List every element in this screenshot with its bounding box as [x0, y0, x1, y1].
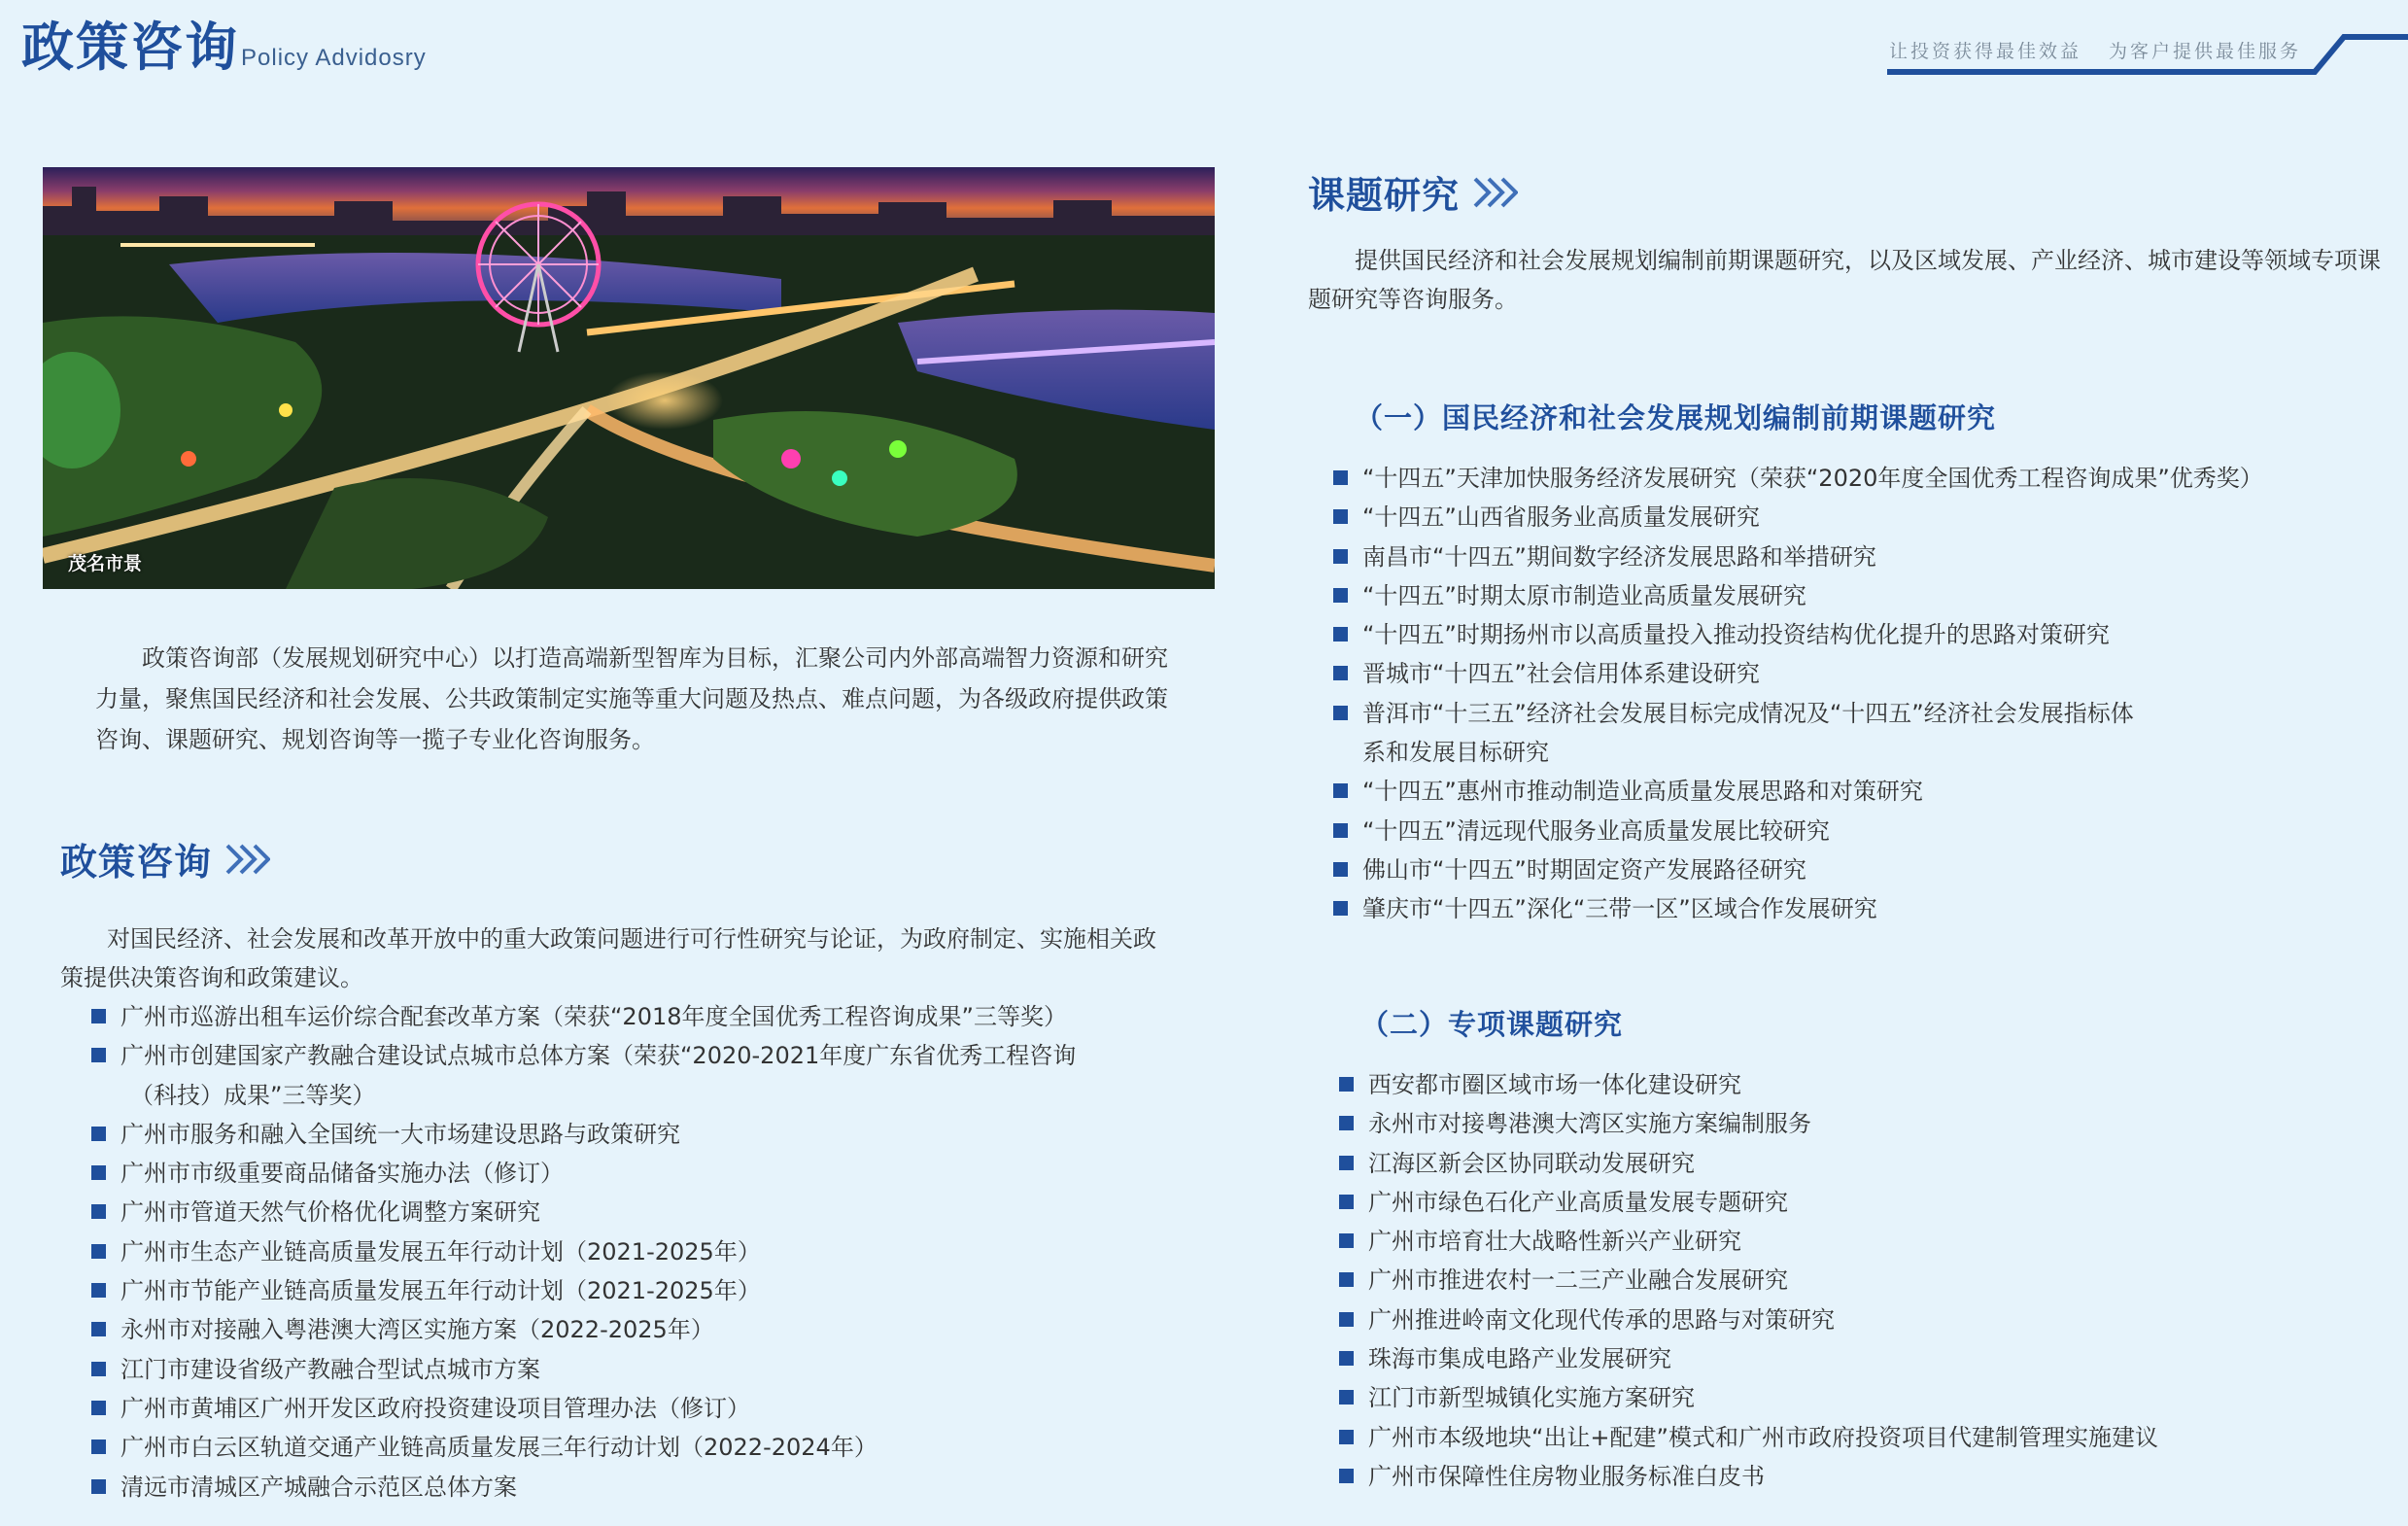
list-item: 广州市黄埔区广州开发区政府投资建设项目管理办法（修订） — [91, 1389, 1189, 1428]
research-description: 提供国民经济和社会发展规划编制前期课题研究，以及区域发展、产业经济、城市建设等领域专项课题研究等咨询服务。 — [1308, 247, 2381, 313]
bullet-square-icon — [1339, 1077, 1354, 1092]
bullet-square-icon — [1333, 901, 1348, 916]
bullet-square-icon — [1339, 1390, 1354, 1405]
slogan-2: 为客户提供最佳服务 — [2109, 41, 2302, 62]
list-item: 珠海市集成电路产业发展研究 — [1339, 1339, 2398, 1378]
list-item: “十四五”时期太原市制造业高质量发展研究 — [1333, 576, 2392, 615]
bullet-square-icon — [1339, 1312, 1354, 1327]
research-heading-text: 课题研究 — [1308, 174, 1461, 217]
bullet-square-icon — [1339, 1469, 1354, 1483]
bullet-square-icon — [91, 1165, 106, 1180]
list-item: 普洱市“十三五”经济社会发展目标完成情况及“十四五”经济社会发展指标体 系和发展目标研究 — [1333, 694, 2392, 773]
bullet-square-icon — [1333, 627, 1348, 642]
bullet-square-icon — [1333, 706, 1348, 720]
double-chevron-icon — [224, 842, 270, 877]
list-item: 广州市保障性住房物业服务标准白皮书 — [1339, 1457, 2398, 1496]
research-sub2-heading: （二）专项课题研究 — [1360, 1008, 1624, 1041]
bullet-square-icon — [91, 1439, 106, 1454]
research-sub2-list — [1339, 1065, 2398, 1496]
intro-paragraph: 政策咨询部（发展规划研究中心）以打造高端新型智库为目标，汇聚公司内外部高端智力资源和研究力量，聚焦国民经济和社会发展、公共政策制定实施等重大问题及热点、难点问题，为各级政府提供政策咨询、课题研究、规划咨询等一揽子专业化咨询服务。 — [95, 644, 1168, 753]
bullet-square-icon — [91, 1479, 106, 1494]
list-item: 永州市对接粤港澳大湾区实施方案编制服务 — [1339, 1104, 2398, 1143]
list-item: 清远市清城区产城融合示范区总体方案 — [91, 1468, 1189, 1507]
bullet-square-icon — [1333, 470, 1348, 485]
bullet-square-icon — [1339, 1430, 1354, 1444]
bullet-square-icon — [1333, 862, 1348, 877]
city-photo — [43, 167, 1215, 589]
bullet-square-icon — [1333, 783, 1348, 798]
policy-items-list — [91, 997, 1189, 1507]
double-chevron-icon — [1471, 175, 1518, 210]
list-item: 广州市白云区轨道交通产业链高质量发展三年行动计划（2022-2024年） — [91, 1428, 1189, 1467]
photo-caption: 茂名市景 — [68, 553, 143, 574]
bullet-square-icon — [1339, 1233, 1354, 1248]
bullet-square-icon — [1333, 666, 1348, 680]
bullet-square-icon — [91, 1009, 106, 1023]
bullet-square-icon — [91, 1204, 106, 1219]
list-item: 广州市培育壮大战略性新兴产业研究 — [1339, 1222, 2398, 1261]
list-item: 永州市对接融入粤港澳大湾区实施方案（2022-2025年） — [91, 1310, 1189, 1349]
bullet-square-icon — [1333, 509, 1348, 524]
bullet-square-icon — [1339, 1156, 1354, 1170]
bullet-square-icon — [1339, 1195, 1354, 1209]
bullet-square-icon — [1339, 1116, 1354, 1130]
list-item: “十四五”惠州市推动制造业高质量发展思路和对策研究 — [1333, 772, 2392, 811]
list-item: 广州市管道天然气价格优化调整方案研究 — [91, 1193, 1189, 1231]
bullet-square-icon — [91, 1048, 106, 1062]
list-item: 晋城市“十四五”社会信用体系建设研究 — [1333, 654, 2392, 693]
list-item: 广州推进岭南文化现代传承的思路与对策研究 — [1339, 1301, 2398, 1339]
bullet-square-icon — [1339, 1272, 1354, 1287]
list-item: 广州市创建国家产教融合建设试点城市总体方案（荣获“2020-2021年度广东省优秀工程咨询 （科技）成果”三等奖） — [91, 1036, 1189, 1115]
page-subtitle: Policy Advidosry — [241, 45, 427, 71]
bullet-square-icon — [91, 1322, 106, 1336]
research-sub1-list — [1333, 459, 2392, 929]
bullet-square-icon — [91, 1362, 106, 1376]
list-item: 广州市市级重要商品储备实施办法（修订） — [91, 1154, 1189, 1193]
bullet-square-icon — [1333, 588, 1348, 603]
research-sub1-heading: （一）国民经济和社会发展规划编制前期课题研究 — [1355, 401, 1997, 434]
bullet-square-icon — [91, 1127, 106, 1141]
list-item: 肇庆市“十四五”深化“三带一区”区域合作发展研究 — [1333, 889, 2392, 928]
list-item: 广州市绿色石化产业高质量发展专题研究 — [1339, 1183, 2398, 1222]
list-item: “十四五”山西省服务业高质量发展研究 — [1333, 498, 2392, 537]
bullet-square-icon — [1333, 823, 1348, 838]
list-item: 江门市新型城镇化实施方案研究 — [1339, 1378, 2398, 1417]
list-item: “十四五”天津加快服务经济发展研究（荣获“2020年度全国优秀工程咨询成果”优秀奖） — [1333, 459, 2392, 498]
list-item: 广州市生态产业链高质量发展五年行动计划（2021-2025年） — [91, 1232, 1189, 1271]
policy-description: 对国民经济、社会发展和改革开放中的重大政策问题进行可行性研究与论证，为政府制定、实施相关政策提供决策咨询和政策建议。 — [60, 925, 1156, 991]
header-decoration-line — [1875, 29, 2408, 78]
list-item: 广州市服务和融入全国统一大市场建设思路与政策研究 — [91, 1115, 1189, 1154]
list-item: 广州市巡游出租车运价综合配套改革方案（荣获“2018年度全国优秀工程咨询成果”三等奖） — [91, 997, 1189, 1036]
list-item: 西安都市圈区域市场一体化建设研究 — [1339, 1065, 2398, 1104]
bullet-square-icon — [91, 1401, 106, 1415]
bullet-square-icon — [91, 1283, 106, 1298]
list-item: 南昌市“十四五”期间数字经济发展思路和举措研究 — [1333, 538, 2392, 576]
list-item: 广州市本级地块“出让+配建”模式和广州市政府投资项目代建制管理实施建议 — [1339, 1418, 2398, 1457]
list-item: 佛山市“十四五”时期固定资产发展路径研究 — [1333, 850, 2392, 889]
list-item: “十四五”时期扬州市以高质量投入推动投资结构优化提升的思路对策研究 — [1333, 615, 2392, 654]
list-item: 江门市建设省级产教融合型试点城市方案 — [91, 1350, 1189, 1389]
list-item: 广州市推进农村一二三产业融合发展研究 — [1339, 1261, 2398, 1300]
bullet-square-icon — [91, 1244, 106, 1259]
slogan-1: 让投资获得最佳效益 — [1889, 41, 2082, 62]
page-title: 政策咨询 — [21, 17, 239, 78]
list-item: 广州市节能产业链高质量发展五年行动计划（2021-2025年） — [91, 1271, 1189, 1310]
research-section-heading — [1308, 165, 1518, 219]
policy-heading-text: 政策咨询 — [60, 841, 213, 884]
bullet-square-icon — [1339, 1351, 1354, 1366]
list-item: “十四五”清远现代服务业高质量发展比较研究 — [1333, 812, 2392, 850]
list-item: 江海区新会区协同联动发展研究 — [1339, 1144, 2398, 1183]
policy-section-heading — [60, 832, 270, 885]
bullet-square-icon — [1333, 549, 1348, 564]
